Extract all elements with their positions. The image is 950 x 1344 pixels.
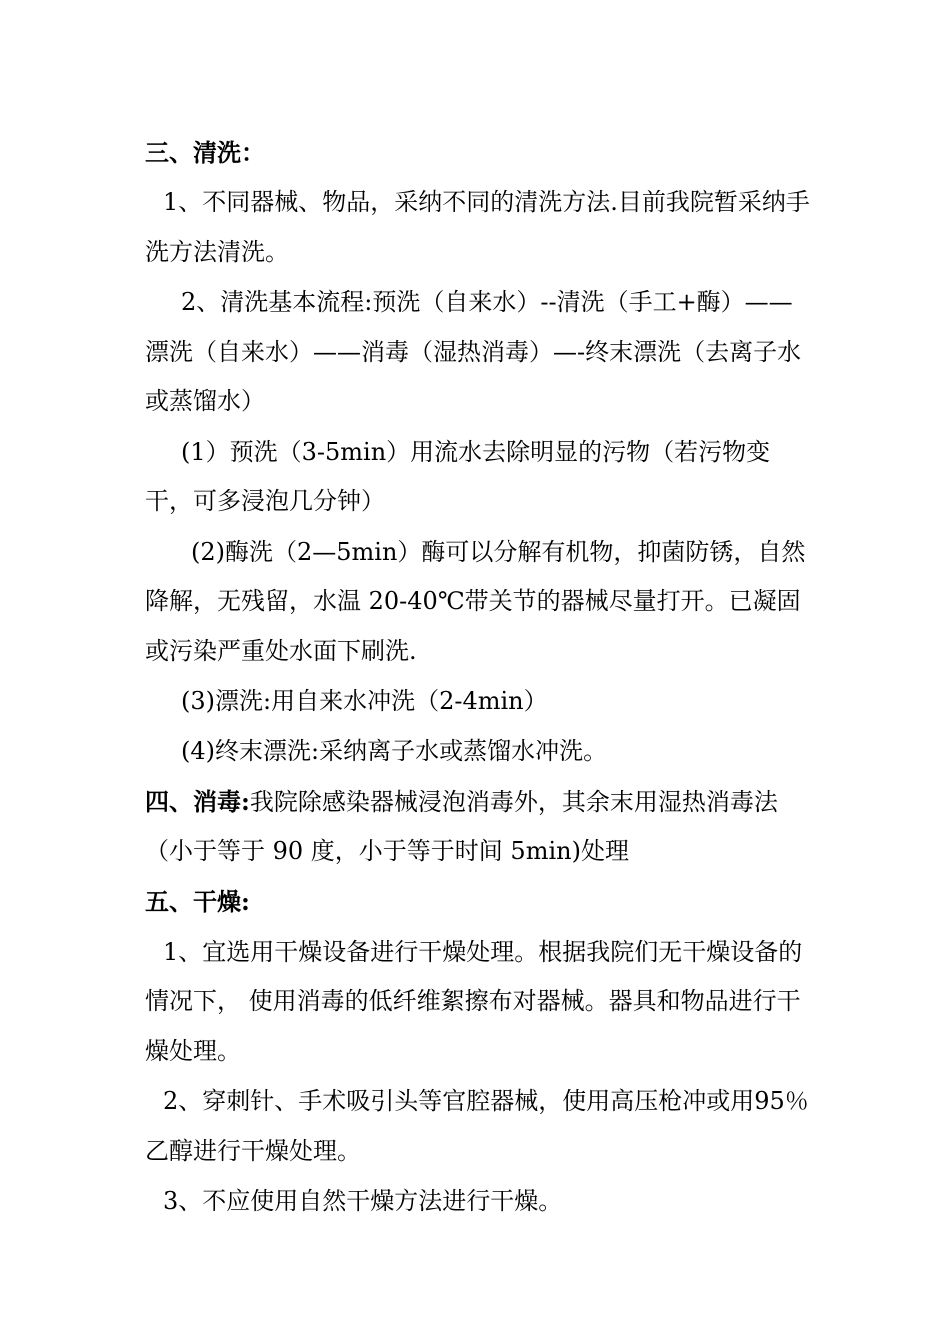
paragraph-cleaning-method: 1、不同器械、物品，采纳不同的清洗方法.目前我院暂采纳手洗方法清洗。 bbox=[145, 188, 810, 266]
paragraph-no-natural-drying: 3、不应使用自然干燥方法进行干燥。 bbox=[163, 1187, 563, 1215]
paragraph-disinfection bbox=[145, 777, 810, 877]
document-page bbox=[145, 128, 810, 1227]
section-heading-drying: 五、干燥: bbox=[145, 887, 250, 916]
paragraph-rinse: (3)漂洗:用自来水冲洗（2-4min） bbox=[181, 686, 548, 715]
disinfection-text: 我院除感染器械浸泡消毒外，其余末用湿热消毒法（小于等于 90 度，小于等于时间 5min)处理 bbox=[145, 787, 778, 865]
paragraph-lumen-drying: 2、穿刺针、手术吸引头等官腔器械，使用高压枪冲或用95％乙醇进行干燥处理。 bbox=[145, 1087, 809, 1165]
section-heading-cleaning: 三、清洗： bbox=[145, 138, 265, 167]
paragraph-cleaning-flow: 2、清洗基本流程:预洗（自来水）--清洗（手工+酶）——漂洗（自来水）——消毒（湿热消毒）—-终末漂洗（去离子水或蒸馏水） bbox=[145, 288, 802, 415]
paragraph-prewash: (1）预洗（3-5min）用流水去除明显的污物（若污物变干，可多浸泡几分钟） bbox=[145, 437, 771, 515]
paragraph-enzyme-wash: (2)酶洗（2—5min）酶可以分解有机物，抑菌防锈，自然降解，无残留，水温 20-40℃带关节的器械尽量打开。已凝固或污染严重处水面下刷洗. bbox=[145, 537, 806, 665]
section-heading-disinfection: 四、消毒: bbox=[145, 786, 250, 816]
paragraph-final-rinse: (4)终末漂洗:采纳离子水或蒸馏水冲洗。 bbox=[181, 736, 608, 765]
paragraph-drying-equipment: 1、宜选用干燥设备进行干燥处理。根据我院们无干燥设备的情况下， 使用消毒的低纤维絮擦布对器械。器具和物品进行干燥处理。 bbox=[145, 937, 803, 1065]
